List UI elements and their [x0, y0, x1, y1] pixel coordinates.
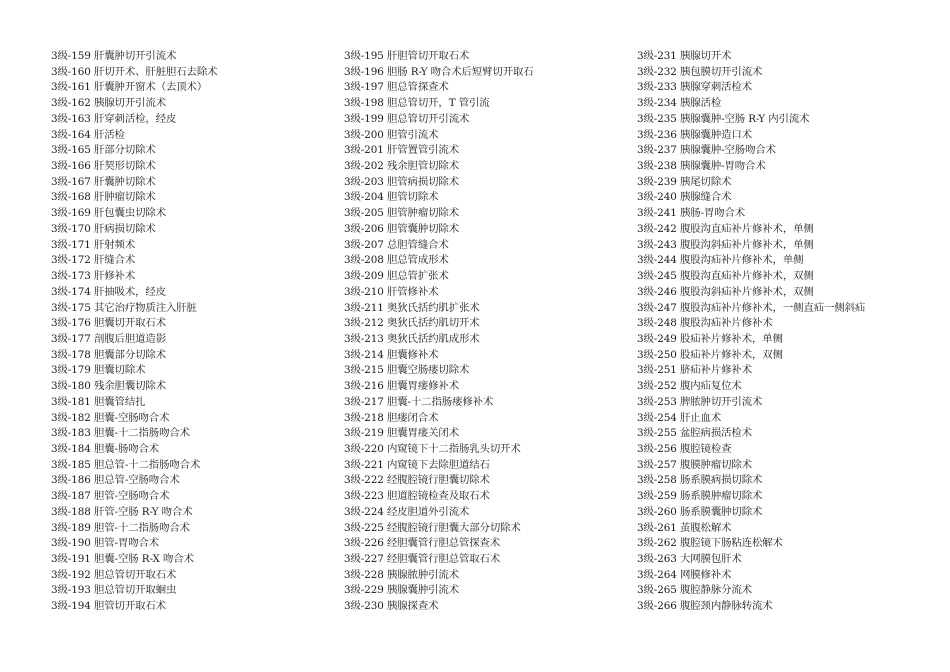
procedure-entry: 3级-265 腹腔静脉分流术	[637, 584, 752, 597]
procedure-entry: 3级-237 胰腺囊肿-空肠吻合术	[637, 144, 776, 157]
procedure-entry: 3级-191 胆囊-空肠 R-X 吻合术	[51, 553, 194, 565]
procedure-entry: 3级-234 胰腺活检	[637, 97, 722, 110]
procedure-entry: 3级-196 胆肠 R-Y 吻合术后短臂切开取石	[344, 65, 534, 78]
procedure-entry: 3级-162 胰腺切开引流术	[51, 97, 166, 110]
procedure-entry: 3级-229 胰腺囊肿引流术	[344, 584, 459, 597]
procedure-entry: 3级-259 肠系膜肿瘤切除术	[637, 490, 763, 503]
procedure-entry: 3级-194 胆管切开取石术	[51, 600, 166, 613]
procedure-column-3	[637, 49, 927, 615]
procedure-entry: 3级-178 胆囊部分切除术	[51, 348, 166, 361]
procedure-entry: 3级-248 腹股沟疝补片修补术	[637, 317, 773, 330]
procedure-entry: 3级-160 肝切开术、肝脏胆石去除术	[51, 65, 218, 78]
procedure-entry: 3级-214 胆囊修补术	[344, 348, 439, 361]
procedure-entry: 3级-227 经胆囊管行胆总管取石术	[344, 553, 501, 565]
procedure-entry: 3级-249 股疝补片修补术，单侧	[637, 332, 783, 345]
procedure-entry: 3级-260 肠系膜囊肿切除术	[637, 505, 763, 518]
procedure-entry: 3级-226 经胆囊管行胆总管探查术	[344, 537, 501, 550]
procedure-column-2	[344, 49, 634, 615]
procedure-entry: 3级-183 胆囊-十二指肠吻合术	[51, 427, 190, 440]
procedure-entry: 3级-262 腹腔镜下肠粘连松解术	[637, 537, 783, 550]
procedure-entry: 3级-187 胆管-空肠吻合术	[51, 490, 170, 503]
procedure-entry: 3级-254 肝止血术	[637, 411, 722, 424]
procedure-entry: 3级-215 胆囊空肠瘘切除术	[344, 364, 470, 377]
procedure-entry: 3级-230 胰腺探查术	[344, 600, 439, 613]
procedure-entry: 3级-218 胆瘘闭合术	[344, 411, 439, 424]
procedure-entry: 3级-252 腹内疝复位术	[637, 380, 742, 393]
procedure-entry: 3级-253 脾脓肿切开引流术	[637, 395, 763, 408]
procedure-entry: 3级-225 经腹腔镜行胆囊大部分切除术	[344, 521, 521, 534]
procedure-entry: 3级-184 胆囊-肠吻合术	[51, 442, 160, 455]
procedure-entry: 3级-250 股疝补片修补术，双侧	[637, 348, 783, 361]
procedure-entry: 3级-175 其它治疗物质注入肝脏	[51, 301, 197, 314]
procedure-entry: 3级-198 胆总管切开，T 管引流	[344, 97, 490, 110]
procedure-entry: 3级-222 经腹腔镜行胆囊切除术	[344, 474, 490, 487]
procedure-entry: 3级-245 腹股沟直疝补片修补术，双侧	[637, 270, 814, 283]
procedure-entry: 3级-247 腹股沟疝补片修补术，一侧直疝一侧斜疝	[637, 301, 866, 314]
procedure-entry: 3级-207 总胆管缝合术	[344, 238, 449, 251]
procedure-entry: 3级-235 胰腺囊肿-空肠 R-Y 内引流术	[637, 112, 810, 125]
procedure-entry: 3级-165 肝部分切除术	[51, 144, 156, 157]
procedure-entry: 3级-236 胰腺囊肿造口术	[637, 128, 752, 141]
procedure-entry: 3级-167 肝囊肿切除术	[51, 175, 156, 188]
procedure-entry: 3级-174 肝抽吸术，经皮	[51, 285, 166, 298]
procedure-entry: 3级-219 胆囊胃瘘关闭术	[344, 427, 459, 440]
procedure-entry: 3级-164 肝活检	[51, 128, 125, 141]
procedure-entry: 3级-255 盆腔病损活检术	[637, 427, 752, 440]
procedure-entry: 3级-181 胆囊管结扎	[51, 395, 146, 408]
procedure-entry: 3级-232 胰包膜切开引流术	[637, 65, 763, 78]
procedure-entry: 3级-166 肝契形切除术	[51, 160, 156, 173]
procedure-entry: 3级-202 残余胆管切除术	[344, 160, 459, 173]
procedure-entry: 3级-263 大网膜包肝术	[637, 553, 742, 565]
procedure-entry: 3级-163 肝穿刺活检，经皮	[51, 112, 177, 125]
procedure-entry: 3级-233 胰腺穿刺活检术	[637, 81, 752, 94]
procedure-entry: 3级-264 网膜修补术	[637, 568, 732, 581]
procedure-entry: 3级-171 肝射频术	[51, 238, 136, 251]
procedure-entry: 3级-203 胆管病损切除术	[344, 175, 459, 188]
procedure-entry: 3级-208 胆总管成形术	[344, 254, 449, 267]
procedure-entry: 3级-180 残余胆囊切除术	[51, 380, 166, 393]
procedure-entry: 3级-190 胆管-胃吻合术	[51, 537, 160, 550]
procedure-entry: 3级-257 腹膜肿瘤切除术	[637, 458, 752, 471]
procedure-entry: 3级-176 胆囊切开取石术	[51, 317, 166, 330]
procedure-entry: 3级-192 胆总管切开取石术	[51, 568, 177, 581]
procedure-entry: 3级-177 剖腹后胆道造影	[51, 332, 166, 345]
procedure-entry: 3级-251 脐疝补片修补术	[637, 364, 752, 377]
procedure-entry: 3级-220 内窥镜下十二指肠乳头切开术	[344, 442, 521, 455]
procedure-entry: 3级-210 肝管修补术	[344, 285, 439, 298]
procedure-entry: 3级-201 肝管置管引流术	[344, 144, 459, 157]
procedure-entry: 3级-223 胆道腔镜检查及取石术	[344, 490, 490, 503]
procedure-entry: 3级-168 肝肿瘤切除术	[51, 191, 156, 204]
procedure-entry: 3级-231 胰腺切开术	[637, 50, 732, 62]
procedure-entry: 3级-224 经皮胆道外引流术	[344, 505, 470, 518]
procedure-entry: 3级-261 茧腹松解术	[637, 521, 732, 534]
procedure-entry: 3级-239 胰尾切除术	[637, 175, 732, 188]
procedure-entry: 3级-185 胆总管-十二指肠吻合术	[51, 458, 201, 471]
procedure-entry: 3级-193 胆总管切开取蛔虫	[51, 584, 177, 597]
procedure-entry: 3级-205 胆管肿瘤切除术	[344, 207, 459, 220]
procedure-entry: 3级-212 奥狄氏括约肌切开术	[344, 317, 480, 330]
procedure-entry: 3级-186 胆总管-空肠吻合术	[51, 474, 180, 487]
procedure-entry: 3级-211 奥狄氏括约肌扩张术	[344, 301, 480, 314]
procedure-entry: 3级-188 肝管-空肠 R-Y 吻合术	[51, 505, 193, 518]
procedure-entry: 3级-189 胆管-十二指肠吻合术	[51, 521, 190, 534]
procedure-entry: 3级-173 肝修补术	[51, 270, 136, 283]
procedure-entry: 3级-169 肝包囊虫切除术	[51, 207, 166, 220]
procedure-entry: 3级-216 胆囊胃瘘修补术	[344, 380, 459, 393]
procedure-entry: 3级-179 胆囊切除术	[51, 364, 146, 377]
procedure-entry: 3级-172 肝缝合术	[51, 254, 136, 267]
procedure-entry: 3级-228 胰腺脓肿引流术	[344, 568, 459, 581]
procedure-entry: 3级-241 胰肠-胃吻合术	[637, 207, 746, 220]
procedure-entry: 3级-182 胆囊-空肠吻合术	[51, 411, 170, 424]
procedure-entry: 3级-217 胆囊-十二指肠瘘修补术	[344, 395, 494, 408]
procedure-entry: 3级-197 胆总管探查术	[344, 81, 449, 94]
procedure-entry: 3级-199 胆总管切开引流术	[344, 112, 470, 125]
procedure-entry: 3级-209 胆总管扩张术	[344, 270, 449, 283]
procedure-entry: 3级-170 肝病损切除术	[51, 222, 156, 235]
procedure-entry: 3级-213 奥狄氏括约肌成形术	[344, 332, 480, 345]
procedure-column-1	[51, 49, 341, 615]
procedure-entry: 3级-204 胆管切除术	[344, 191, 439, 204]
procedure-entry: 3级-206 胆管囊肿切除术	[344, 222, 459, 235]
procedure-entry: 3级-240 胰腺缝合术	[637, 191, 732, 204]
procedure-entry: 3级-200 胆管引流术	[344, 128, 439, 141]
procedure-entry: 3级-221 内窥镜下去除胆道结石	[344, 458, 490, 471]
procedure-entry: 3级-246 腹股沟斜疝补片修补术，双侧	[637, 285, 814, 298]
procedure-entry: 3级-238 胰腺囊肿-胃吻合术	[637, 160, 766, 173]
procedure-entry: 3级-161 肝囊肿开窗术（去顶术）	[51, 81, 208, 94]
procedure-entry: 3级-243 腹股沟斜疝补片修补术，单侧	[637, 238, 814, 251]
procedure-entry: 3级-159 肝囊肿切开引流术	[51, 50, 177, 62]
procedure-entry: 3级-244 腹股沟疝补片修补术，单侧	[637, 254, 804, 267]
procedure-entry: 3级-258 肠系膜病损切除术	[637, 474, 763, 487]
procedure-entry: 3级-242 腹股沟直疝补片修补术，单侧	[637, 222, 814, 235]
procedure-entry: 3级-266 腹腔颈内静脉转流术	[637, 600, 773, 613]
procedure-entry: 3级-256 腹腔镜检查	[637, 442, 732, 455]
procedure-entry: 3级-195 肝胆管切开取石术	[344, 50, 470, 62]
